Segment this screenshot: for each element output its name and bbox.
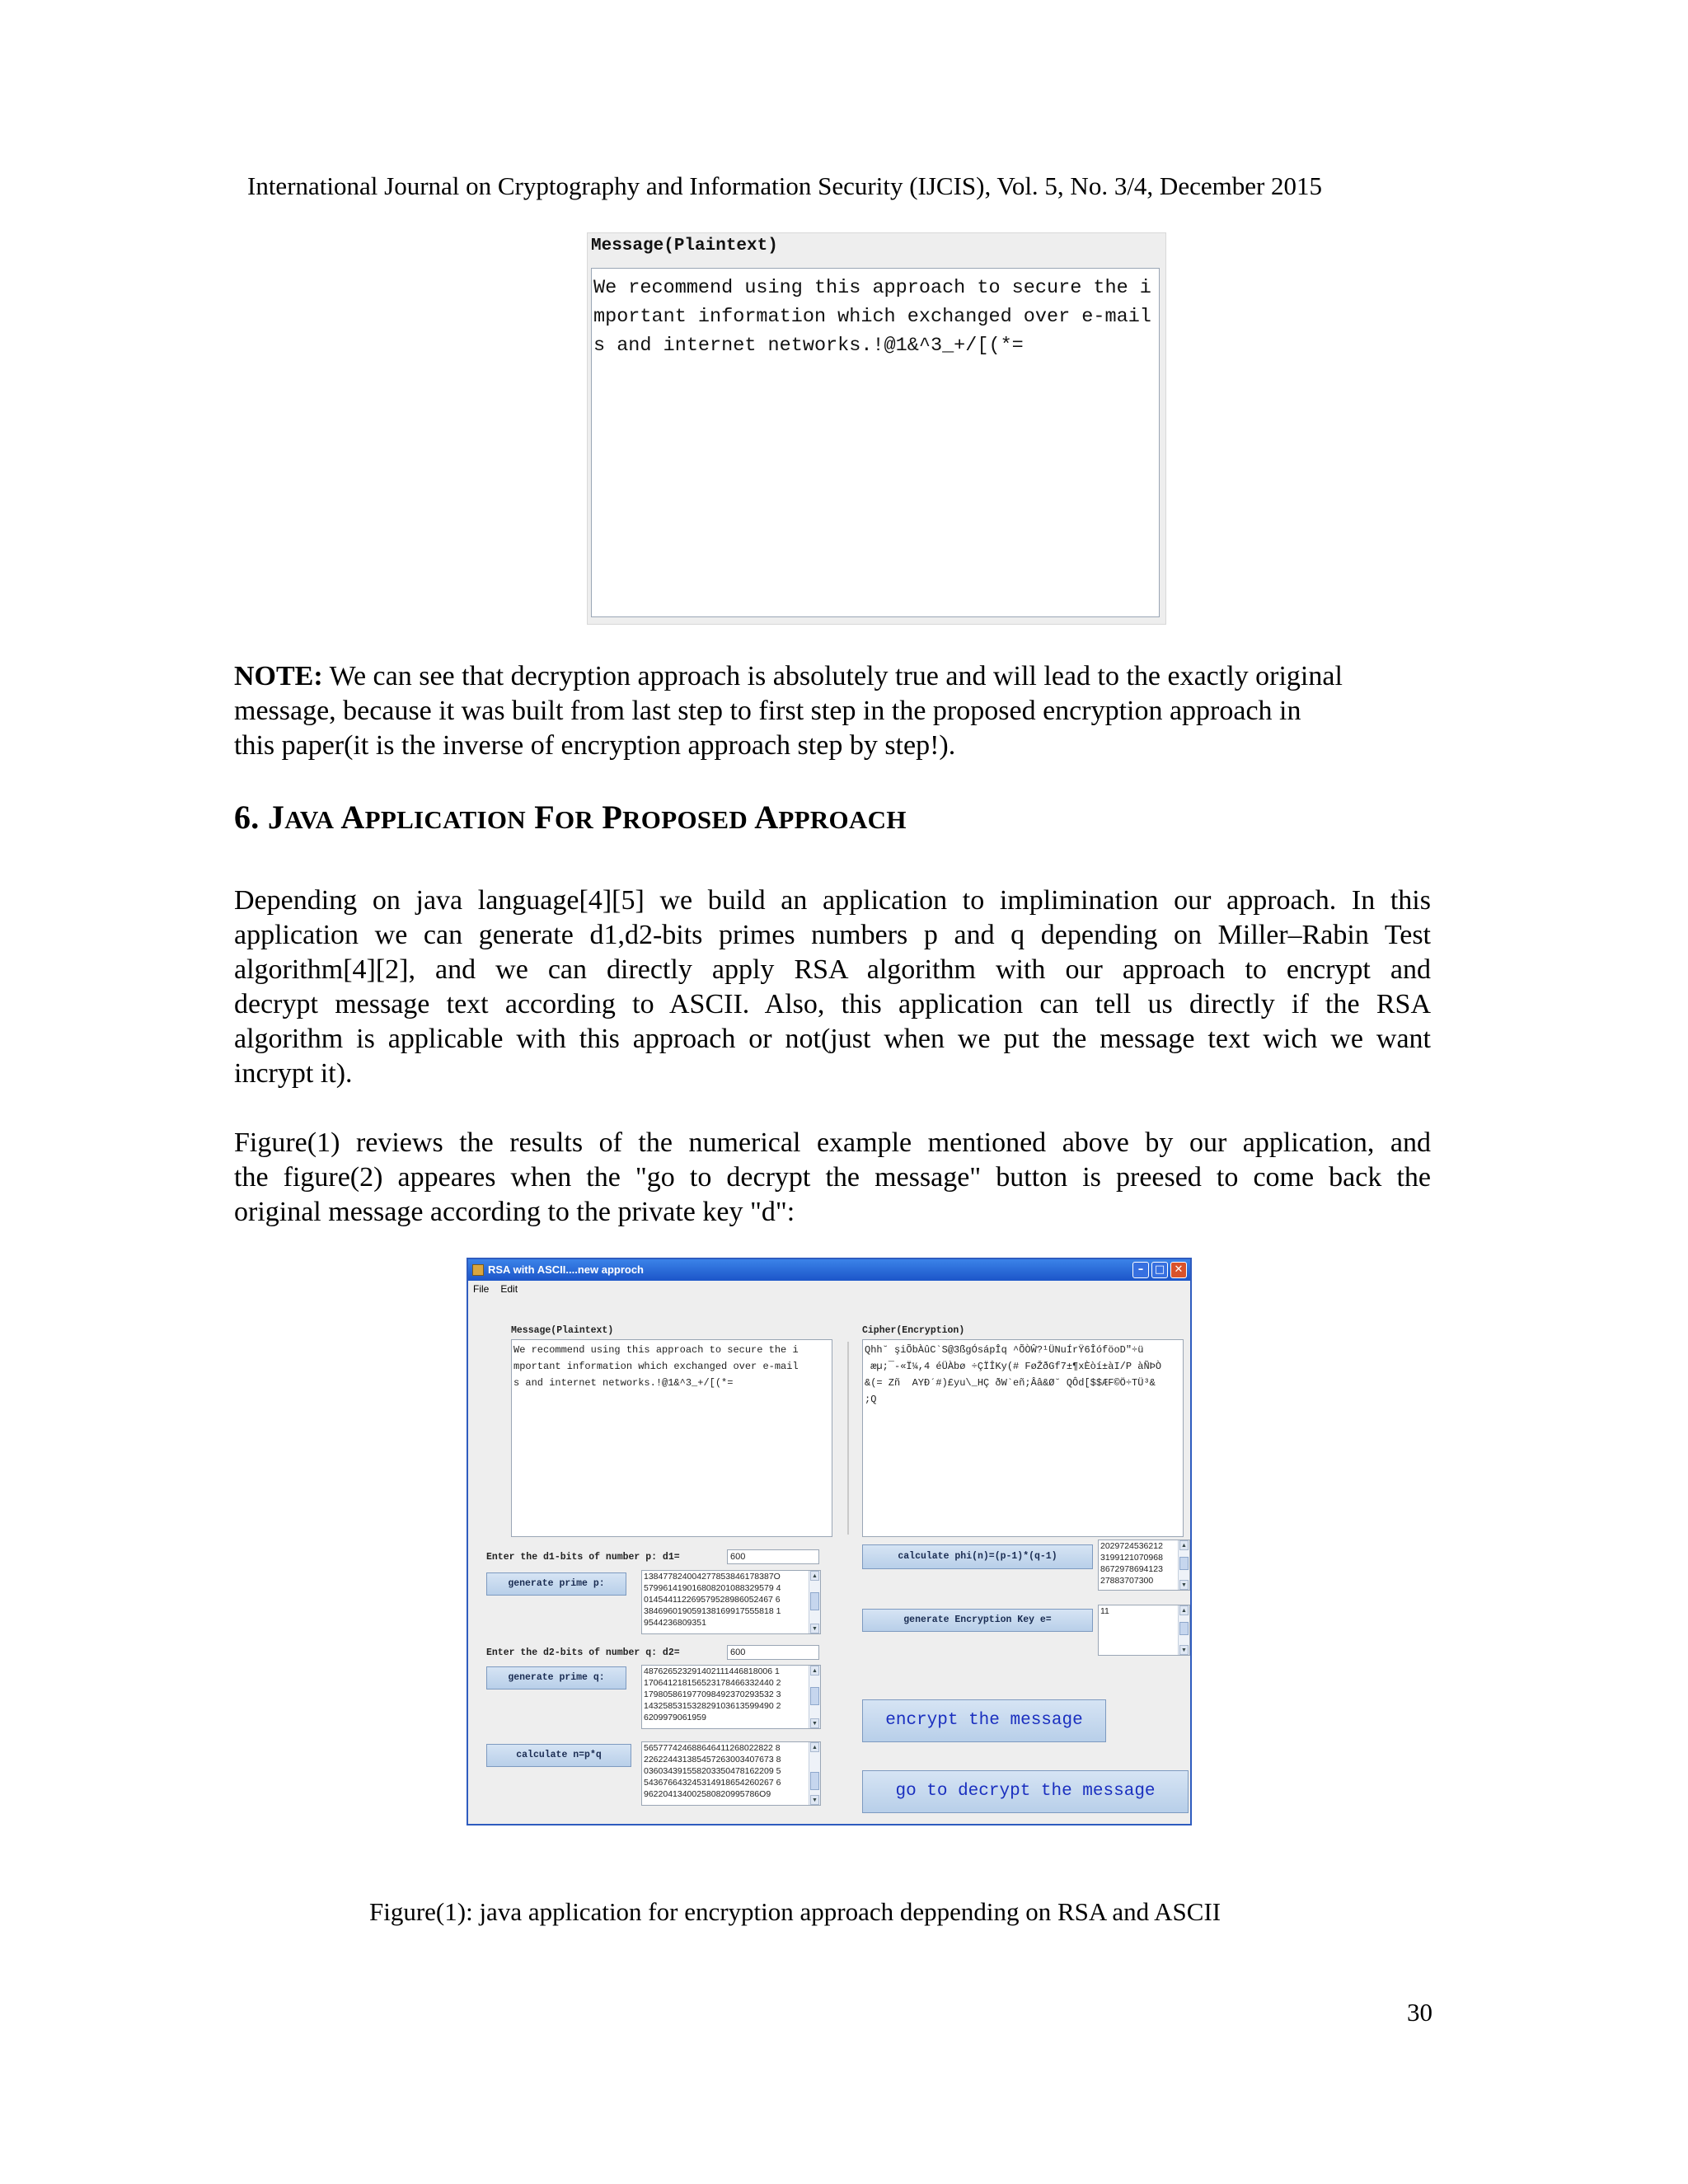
app-plaintext-textarea[interactable]	[511, 1339, 832, 1537]
plaintext-textarea[interactable]	[591, 268, 1160, 617]
generate-encryption-key-button[interactable]: generate Encryption Key e=	[862, 1609, 1093, 1632]
app-plaintext-line: We recommend using this approach to secure the i	[513, 1344, 799, 1356]
prime-p-line: 138477824004277853846178387O	[644, 1572, 781, 1582]
paragraph-line: algorithm[4][2], and we can directly apply RSA algorithm with our approach to encrypt and	[234, 954, 1431, 985]
scrollbar[interactable]	[809, 1571, 820, 1633]
maximize-icon[interactable]: □	[1151, 1262, 1168, 1278]
minimize-icon[interactable]: –	[1132, 1262, 1149, 1278]
n-line: 565777424688646411268022822 8	[644, 1743, 781, 1753]
e-line: 11	[1100, 1606, 1109, 1616]
app-plaintext-line: s and internet networks.!@1&^3_+/[(*=	[513, 1377, 734, 1389]
running-header: International Journal on Cryptography and Information Security (IJCIS), Vol. 5, No. 3/4, December 2015	[247, 171, 1323, 200]
prime-p-line: 384696019059138169917555818 1	[644, 1606, 781, 1616]
heading-smallcaps: PPLICATION	[364, 805, 526, 834]
paragraph-line: application we can generate d1,d2-bits primes numbers p and q depending on Miller–Rabin Test	[234, 920, 1431, 950]
heading-smallcaps: PPROACH	[778, 805, 907, 834]
close-icon[interactable]: ✕	[1170, 1262, 1187, 1278]
java-app-icon	[472, 1264, 484, 1276]
e-output[interactable]	[1098, 1605, 1190, 1656]
calculate-phi-button[interactable]: calculate phi(n)=(p-1)*(q-1)	[862, 1544, 1093, 1569]
n-line: 036034391558203350478162209 5	[644, 1766, 781, 1776]
prime-p-line: 014544112269579528986052467 6	[644, 1595, 781, 1605]
heading-cap: F	[534, 799, 555, 836]
heading-smallcaps: ROPOSED	[622, 805, 748, 834]
paragraph-line: the figure(2) appeares when the "go to decrypt the message" button is preesed to come back the	[234, 1162, 1431, 1193]
scroll-thumb[interactable]	[810, 1687, 819, 1705]
app-cipher-line: Qhh˘ şiÕbÀûC`S@3ßgÓsápÎq ^ÕÒŴ?¹ÜNuÍrŸ6ÎóföoD"÷ü	[865, 1344, 1144, 1356]
paragraph-line: original message according to the private key "d":	[234, 1197, 795, 1227]
note-text: message, because it was built from last step to first step in the proposed encryption approach in	[234, 696, 1301, 726]
prime-q-line: 6209979061959	[644, 1713, 706, 1722]
prime-p-output[interactable]	[641, 1570, 821, 1634]
scrollbar[interactable]	[809, 1666, 820, 1728]
plaintext-line: We recommend using this approach to secure the i	[593, 277, 1151, 299]
java-app-window	[467, 1258, 1192, 1825]
d2-label: Enter the d2-bits of number q: d2=	[486, 1647, 680, 1658]
scroll-down-icon[interactable]: ▼	[810, 1624, 819, 1633]
paragraph-line: Depending on java language[4][5] we build an application to implimination our approach. In this	[234, 885, 1431, 916]
scroll-thumb[interactable]	[1179, 1557, 1189, 1570]
paragraph-line: incrypt it).	[234, 1058, 353, 1089]
app-plaintext-label: Message(Plaintext)	[511, 1325, 614, 1336]
plaintext-line: s and internet networks.!@1&^3_+/[(*=	[593, 335, 1024, 357]
scroll-thumb[interactable]	[810, 1592, 819, 1610]
prime-q-line: 487626523291402111446818006 1	[644, 1666, 780, 1676]
note-text: this paper(it is the inverse of encryption approach step by step!).	[234, 730, 956, 761]
n-line: 543676643245314918654260267 6	[644, 1778, 781, 1788]
scroll-down-icon[interactable]: ▼	[810, 1795, 819, 1805]
section-number: 6.	[234, 799, 260, 836]
paragraph-line: algorithm is applicable with this approach or not(just when we put the message text wich we want	[234, 1024, 1431, 1054]
prime-q-line: 170641218156523178466332440 2	[644, 1678, 781, 1688]
encrypt-message-button[interactable]: encrypt the message	[862, 1699, 1106, 1742]
note-text: We can see that decryption approach is absolutely true and will lead to the exactly original	[329, 661, 1343, 691]
paragraph-line: decrypt message text according to ASCII. Also, this application can tell us directly if the RSA	[234, 989, 1431, 1019]
paragraph-line: Figure(1) reviews the results of the numerical example mentioned above by our application, and	[234, 1127, 1431, 1158]
scrollbar[interactable]	[1178, 1540, 1189, 1590]
prime-p-line: 579961419016808201088329579 4	[644, 1583, 781, 1593]
panel-divider	[847, 1342, 849, 1535]
n-line: 226224431385457263003407673 8	[644, 1755, 781, 1765]
prime-p-line: 9544236809351	[644, 1618, 706, 1628]
window-title: RSA with ASCII....new approch	[488, 1263, 644, 1276]
scroll-up-icon[interactable]: ▲	[810, 1742, 819, 1752]
scrollbar[interactable]	[1178, 1605, 1189, 1655]
heading-smallcaps: AVA	[284, 805, 335, 834]
generate-prime-p-button[interactable]: generate prime p:	[486, 1572, 626, 1596]
generate-prime-q-button[interactable]: generate prime q:	[486, 1666, 626, 1690]
scroll-up-icon[interactable]: ▲	[1179, 1605, 1189, 1615]
heading-cap: J	[267, 799, 285, 836]
phi-line: 27883707300	[1100, 1576, 1154, 1586]
plaintext-line: mportant information which exchanged over e-mail	[593, 306, 1151, 328]
heading-cap: A	[340, 799, 365, 836]
plaintext-label: Message(Plaintext)	[591, 237, 778, 255]
scroll-up-icon[interactable]: ▲	[810, 1571, 819, 1581]
heading-smallcaps: OR	[554, 805, 594, 834]
scroll-down-icon[interactable]: ▼	[1179, 1580, 1189, 1590]
app-cipher-label: Cipher(Encryption)	[862, 1325, 965, 1336]
app-cipher-line: ;Q	[865, 1394, 877, 1405]
n-output[interactable]	[641, 1741, 821, 1806]
calculate-n-button[interactable]: calculate n=p*q	[486, 1744, 631, 1767]
prime-q-output[interactable]	[641, 1665, 821, 1729]
scroll-thumb[interactable]	[1179, 1622, 1189, 1635]
app-plaintext-line: mportant information which exchanged over e-mail	[513, 1361, 799, 1372]
prime-q-line: 179805861977098492370293532 3	[644, 1690, 781, 1699]
scroll-down-icon[interactable]: ▼	[810, 1718, 819, 1728]
d1-input[interactable]: 600	[727, 1549, 819, 1564]
body-paragraph-1	[234, 883, 1431, 1091]
app-cipher-line: æµ;¯-«Ï¼,4 éÜÀbø ÷ÇÏÎKy(# FøŽðGf7±¶xÈòí±àI/P àÑÞÒ	[865, 1361, 1162, 1372]
scroll-down-icon[interactable]: ▼	[1179, 1645, 1189, 1655]
menu-bar	[468, 1281, 1190, 1297]
body-paragraph-2	[234, 1126, 1431, 1230]
section-heading	[234, 798, 907, 837]
scroll-up-icon[interactable]: ▲	[810, 1666, 819, 1675]
heading-cap: P	[602, 799, 623, 836]
phi-line: 3199121070968	[1100, 1553, 1163, 1563]
note-label: NOTE:	[234, 661, 323, 691]
plaintext-panel-figure	[587, 232, 1166, 625]
note-paragraph	[234, 659, 1431, 763]
menu-edit[interactable]: Edit	[500, 1283, 518, 1295]
menu-file[interactable]: File	[473, 1283, 490, 1295]
heading-cap: A	[754, 799, 779, 836]
figure-caption: Figure(1): java application for encryption approach deppending on RSA and ASCII	[369, 1897, 1221, 1926]
scroll-up-icon[interactable]: ▲	[1179, 1540, 1189, 1550]
decrypt-message-button[interactable]: go to decrypt the message	[862, 1770, 1189, 1813]
phi-line: 2029724536212	[1100, 1541, 1163, 1551]
phi-line: 8672978694123	[1100, 1564, 1163, 1574]
app-cipher-line: &(= Zñ AYÐ´#)£yu\_HÇ ðW`eñ;Ââ&Ø˘ QÔd[$$ÆF©Ö÷TÜ³&	[865, 1377, 1156, 1389]
n-line: 962204134002580820995786O9	[644, 1789, 771, 1799]
window-titlebar[interactable]	[468, 1259, 1190, 1281]
phi-output[interactable]	[1098, 1540, 1190, 1591]
scrollbar[interactable]	[809, 1742, 820, 1805]
d1-label: Enter the d1-bits of number p: d1=	[486, 1552, 680, 1563]
scroll-thumb[interactable]	[810, 1772, 819, 1790]
app-cipher-textarea[interactable]	[862, 1339, 1184, 1537]
page-number: 30	[1407, 1998, 1432, 2027]
d2-input[interactable]: 600	[727, 1645, 819, 1660]
prime-q-line: 143258531532829103613599490 2	[644, 1701, 781, 1711]
